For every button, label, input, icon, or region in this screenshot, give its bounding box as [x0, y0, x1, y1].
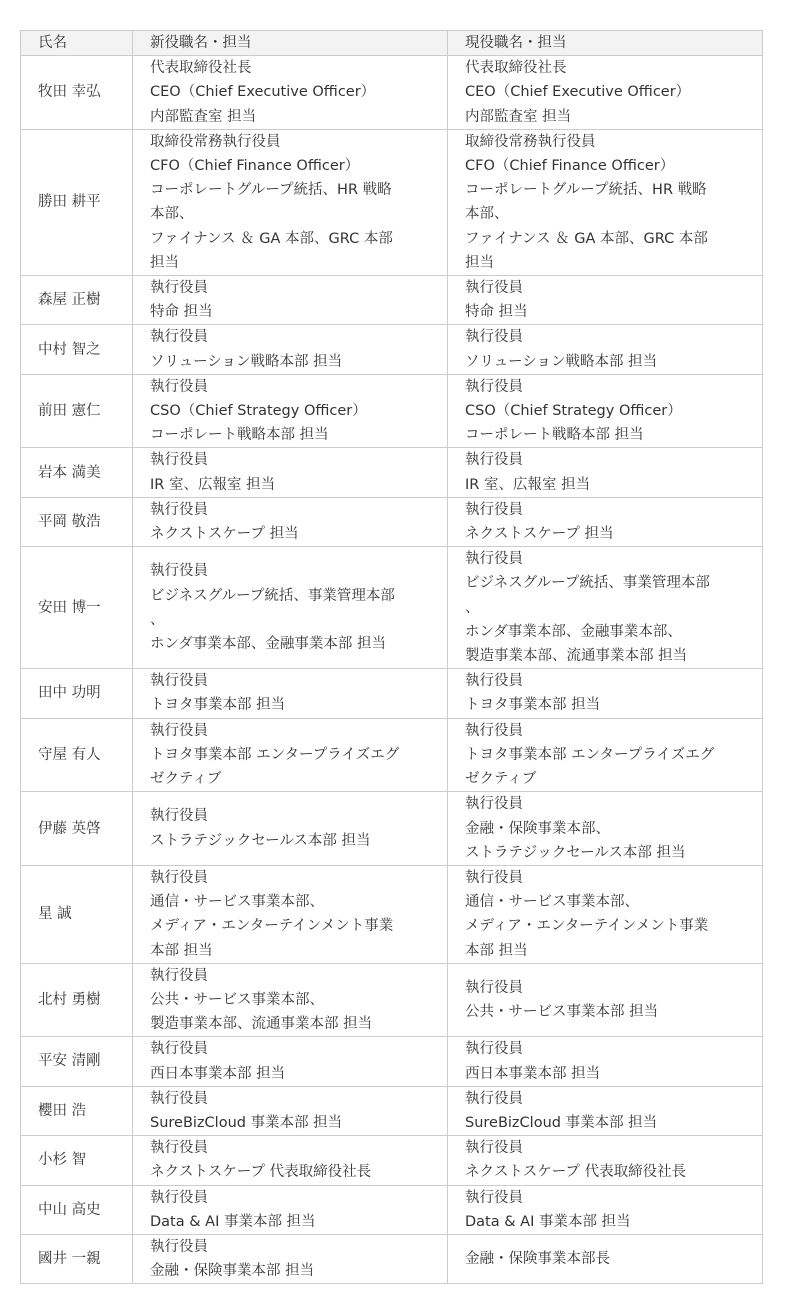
current-position-cell: [448, 276, 763, 325]
current-position-cell: [448, 718, 763, 792]
position-line: 執行役員: [465, 1041, 523, 1058]
table-row: [21, 865, 763, 963]
position-line: 内部監査室 担当: [465, 108, 572, 125]
new-position-cell: [133, 497, 448, 546]
new-position-cell: [133, 963, 448, 1037]
current-position-cell: [448, 374, 763, 448]
position-line: 執行役員: [150, 1041, 208, 1058]
position-line: トヨタ事業本部 担当: [150, 697, 286, 714]
position-line: ネクストスケープ 担当: [465, 526, 614, 543]
position-line: 執行役員: [150, 378, 208, 395]
position-line: 金融・保険事業本部長: [465, 1251, 610, 1268]
new-position-cell: [133, 792, 448, 866]
position-line: 執行役員: [150, 1238, 208, 1255]
position-line: トヨタ事業本部 担当: [465, 697, 601, 714]
new-position-cell: [133, 865, 448, 963]
current-position-cell: [448, 325, 763, 374]
new-position-cell: [133, 1136, 448, 1185]
position-line: IR 室、広報室 担当: [150, 476, 276, 493]
header-new-position: 新役職名・担当: [133, 31, 448, 56]
table-row: [21, 1086, 763, 1135]
table-row: [21, 276, 763, 325]
position-line: ファイナンス ＆ GA 本部、GRC 本部: [150, 230, 393, 247]
position-line: 執行役員: [150, 673, 208, 690]
position-line: 代表取締役社長: [465, 60, 567, 77]
position-line: 製造事業本部、流通事業本部 担当: [150, 1016, 373, 1033]
current-position-cell: [448, 497, 763, 546]
position-line: ネクストスケープ 担当: [150, 526, 299, 543]
current-position-cell: [448, 865, 763, 963]
officer-name: 小杉 智: [21, 1136, 133, 1185]
current-position-cell: [448, 1136, 763, 1185]
position-line: ネクストスケープ 代表取締役社長: [465, 1164, 687, 1181]
position-line: 執行役員: [465, 1189, 523, 1206]
position-line: 、: [465, 599, 480, 616]
position-line: ゼクティブ: [465, 771, 537, 788]
position-line: ゼクティブ: [150, 771, 222, 788]
officer-name: 岩本 満美: [21, 448, 133, 497]
table-row: [21, 1234, 763, 1283]
new-position-cell: [133, 669, 448, 718]
position-line: 執行役員: [465, 378, 523, 395]
header-name: 氏名: [21, 31, 133, 56]
position-line: ストラテジックセールス本部 担当: [465, 844, 686, 861]
position-line: 執行役員: [150, 452, 208, 469]
position-line: 執行役員: [150, 1189, 208, 1206]
position-line: SureBizCloud 事業本部 担当: [150, 1114, 343, 1131]
position-line: 本部、: [150, 206, 194, 223]
officer-name: 櫻田 浩: [21, 1086, 133, 1135]
table-row: [21, 1185, 763, 1234]
table-row: [21, 374, 763, 448]
position-line: 執行役員: [150, 563, 208, 580]
position-line: 担当: [150, 254, 179, 271]
current-position-cell: [448, 547, 763, 669]
table-row: [21, 1136, 763, 1185]
current-position-cell: [448, 1086, 763, 1135]
position-line: 執行役員: [465, 722, 523, 739]
new-position-cell: [133, 276, 448, 325]
position-line: コーポレートグループ統括、HR 戦略: [465, 182, 707, 199]
new-position-cell: [133, 1037, 448, 1086]
new-position-cell: [133, 56, 448, 130]
position-line: 執行役員: [150, 967, 208, 984]
position-line: CFO（Chief Finance Officer）: [465, 158, 675, 175]
officer-name: 中山 高史: [21, 1185, 133, 1234]
position-line: 執行役員: [465, 501, 523, 518]
position-line: 執行役員: [465, 673, 523, 690]
table-row: [21, 448, 763, 497]
position-line: 取締役常務執行役員: [150, 133, 281, 150]
officer-name: 森屋 正樹: [21, 276, 133, 325]
new-position-cell: [133, 325, 448, 374]
position-line: 本部 担当: [465, 942, 528, 959]
table-row: [21, 718, 763, 792]
position-line: 執行役員: [465, 452, 523, 469]
position-line: 担当: [465, 254, 494, 271]
position-line: 執行役員: [150, 808, 208, 825]
officer-name: 牧田 幸弘: [21, 56, 133, 130]
position-line: 本部 担当: [150, 942, 213, 959]
officer-name: 前田 憲仁: [21, 374, 133, 448]
position-line: ネクストスケープ 代表取締役社長: [150, 1164, 372, 1181]
position-line: 本部、: [465, 206, 509, 223]
officer-table: [20, 30, 763, 1284]
position-line: CSO（Chief Strategy Officer）: [465, 403, 682, 420]
position-line: コーポレート戦略本部 担当: [465, 427, 644, 444]
position-line: ソリューション戦略本部 担当: [465, 353, 658, 370]
position-line: 内部監査室 担当: [150, 108, 257, 125]
current-position-cell: [448, 1234, 763, 1283]
position-line: IR 室、広報室 担当: [465, 476, 591, 493]
officer-name: 安田 博一: [21, 547, 133, 669]
new-position-cell: [133, 448, 448, 497]
position-line: Data & AI 事業本部 担当: [465, 1213, 631, 1230]
position-line: SureBizCloud 事業本部 担当: [465, 1114, 658, 1131]
position-line: 代表取締役社長: [150, 60, 252, 77]
position-line: Data & AI 事業本部 担当: [150, 1213, 316, 1230]
position-line: 執行役員: [465, 551, 523, 568]
table-header: [21, 31, 763, 56]
position-line: 公共・サービス事業本部、: [150, 991, 324, 1008]
current-position-cell: [448, 669, 763, 718]
position-line: 執行役員: [465, 280, 523, 297]
current-position-cell: [448, 56, 763, 130]
officer-name: 北村 勇樹: [21, 963, 133, 1037]
table-row: [21, 56, 763, 130]
position-line: ソリューション戦略本部 担当: [150, 353, 343, 370]
officer-name: 伊藤 英啓: [21, 792, 133, 866]
position-line: トヨタ事業本部 エンタープライズエグ: [465, 746, 715, 763]
officer-name: 勝田 耕平: [21, 129, 133, 275]
officer-name: 守屋 有人: [21, 718, 133, 792]
officer-name: 平岡 敬浩: [21, 497, 133, 546]
position-line: 執行役員: [150, 501, 208, 518]
table-row: [21, 1037, 763, 1086]
position-line: コーポレートグループ統括、HR 戦略: [150, 182, 392, 199]
position-line: トヨタ事業本部 エンタープライズエグ: [150, 746, 400, 763]
officer-name: 田中 功明: [21, 669, 133, 718]
new-position-cell: [133, 1185, 448, 1234]
position-line: CFO（Chief Finance Officer）: [150, 158, 360, 175]
table-row: [21, 547, 763, 669]
position-line: 公共・サービス事業本部 担当: [465, 1004, 659, 1021]
table-row: [21, 497, 763, 546]
position-line: CEO（Chief Executive Officer）: [465, 84, 691, 101]
table-body: [21, 56, 763, 1284]
position-line: 執行役員: [150, 1090, 208, 1107]
position-line: 製造事業本部、流通事業本部 担当: [465, 648, 688, 665]
position-line: 執行役員: [465, 1140, 523, 1157]
position-line: コーポレート戦略本部 担当: [150, 427, 329, 444]
position-line: 執行役員: [150, 722, 208, 739]
new-position-cell: [133, 718, 448, 792]
position-line: 金融・保険事業本部 担当: [150, 1263, 315, 1280]
header-row: [21, 31, 763, 56]
current-position-cell: [448, 1185, 763, 1234]
position-line: 執行役員: [150, 869, 208, 886]
position-line: 執行役員: [465, 979, 523, 996]
position-line: 金融・保険事業本部、: [465, 820, 610, 837]
position-line: メディア・エンターテインメント事業: [465, 918, 709, 935]
position-line: 取締役常務執行役員: [465, 133, 596, 150]
position-line: 執行役員: [465, 869, 523, 886]
position-line: 通信・サービス事業本部、: [465, 894, 639, 911]
table-row: [21, 325, 763, 374]
position-line: 執行役員: [465, 1090, 523, 1107]
position-line: 特命 担当: [150, 304, 213, 321]
new-position-cell: [133, 1086, 448, 1135]
officer-name: 中村 智之: [21, 325, 133, 374]
position-line: CSO（Chief Strategy Officer）: [150, 403, 367, 420]
position-line: 西日本事業本部 担当: [150, 1065, 286, 1082]
table-row: [21, 963, 763, 1037]
position-line: 執行役員: [465, 329, 523, 346]
position-line: CEO（Chief Executive Officer）: [150, 84, 376, 101]
position-line: ビジネスグループ統括、事業管理本部: [150, 587, 395, 604]
officer-name: 平安 清剛: [21, 1037, 133, 1086]
position-line: 通信・サービス事業本部、: [150, 894, 324, 911]
current-position-cell: [448, 792, 763, 866]
table-row: [21, 792, 763, 866]
new-position-cell: [133, 129, 448, 275]
position-line: 特命 担当: [465, 304, 528, 321]
position-line: 執行役員: [150, 329, 208, 346]
table-row: [21, 129, 763, 275]
position-line: ビジネスグループ統括、事業管理本部: [465, 575, 710, 592]
position-line: 執行役員: [465, 796, 523, 813]
current-position-cell: [448, 448, 763, 497]
position-line: ストラテジックセールス本部 担当: [150, 832, 371, 849]
new-position-cell: [133, 374, 448, 448]
current-position-cell: [448, 963, 763, 1037]
table-row: [21, 669, 763, 718]
position-line: 、: [150, 611, 165, 628]
current-position-cell: [448, 1037, 763, 1086]
position-line: ファイナンス ＆ GA 本部、GRC 本部: [465, 230, 708, 247]
position-line: 執行役員: [150, 280, 208, 297]
officer-name: 星 誠: [21, 865, 133, 963]
position-line: ホンダ事業本部、金融事業本部 担当: [150, 635, 387, 652]
position-line: メディア・エンターテインメント事業: [150, 918, 394, 935]
current-position-cell: [448, 129, 763, 275]
position-line: ホンダ事業本部、金融事業本部、: [465, 623, 682, 640]
position-line: 執行役員: [150, 1140, 208, 1157]
new-position-cell: [133, 1234, 448, 1283]
header-current-position: 現役職名・担当: [448, 31, 763, 56]
officer-name: 國井 一親: [21, 1234, 133, 1283]
new-position-cell: [133, 547, 448, 669]
position-line: 西日本事業本部 担当: [465, 1065, 601, 1082]
